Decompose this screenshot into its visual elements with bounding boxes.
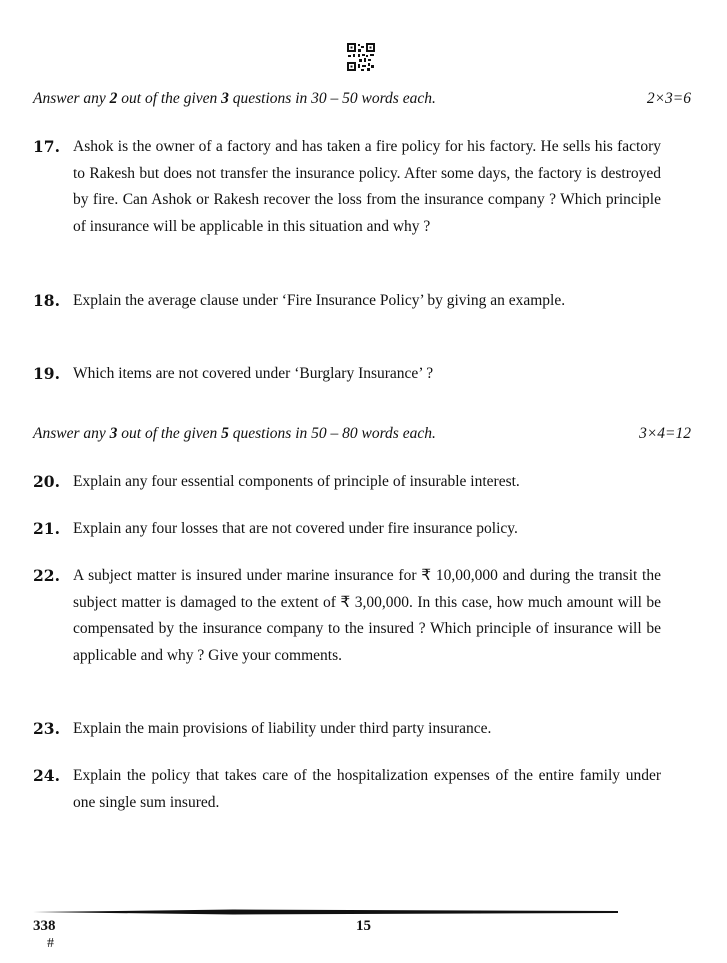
question-text: Explain the policy that takes care of the hospitalization expenses of the entire family under one single sum insured. [73, 767, 661, 811]
question-18 [33, 288, 661, 315]
question-text: Explain any four losses that are not covered under fire insurance policy. [73, 520, 518, 537]
footer-rule [33, 908, 618, 916]
question-number: 20. [33, 472, 60, 491]
section-marks-2: 3×4=12 [639, 425, 691, 442]
section-instruction-1: Answer any 2 out of the given 3 questions in 30 – 50 words each. [33, 90, 436, 107]
qr-code-icon [346, 42, 376, 72]
question-text: Which items are not covered under ‘Burglary Insurance’ ? [73, 365, 434, 382]
question-17 [33, 134, 661, 240]
question-number: 21. [33, 519, 60, 538]
question-text: Explain the average clause under ‘Fire Insurance Policy’ by giving an example. [73, 292, 566, 309]
question-number: 19. [33, 364, 60, 383]
question-text: Explain any four essential components of principle of insurable interest. [73, 473, 520, 490]
question-number: 22. [33, 566, 60, 585]
question-24 [33, 763, 661, 816]
question-20 [33, 469, 661, 496]
section-instruction-2: Answer any 3 out of the given 5 questions in 50 – 80 words each. [33, 425, 436, 442]
question-19 [33, 361, 661, 388]
question-text: Explain the main provisions of liability under third party insurance. [73, 720, 492, 737]
question-number: 17. [33, 137, 60, 156]
question-text: A subject matter is insured under marine insurance for ₹ 10,00,000 and during the transit the subject matter is damaged to the extent of ₹ 3,00,000. In this case, how much amount will be compensated by the insurance company to the insured ? Which principle of insurance will be applicable and why ? Give your comments. [73, 567, 661, 664]
section-marks-1: 2×3=6 [646, 90, 691, 107]
hash-mark: # [47, 936, 54, 951]
question-22 [33, 563, 661, 669]
question-text: Ashok is the owner of a factory and has taken a fire policy for his factory. He sells his factory to Rakesh but does not transfer the insurance policy. After some days, the factory is destroyed by fire. Can Ashok or Rakesh recover the loss from the insurance company ? Which principle of insurance will be applicable in this situation and why ? [73, 138, 661, 235]
question-23 [33, 716, 661, 743]
question-21 [33, 516, 661, 543]
paper-code: 338 [33, 918, 56, 934]
page-number: 15 [356, 918, 371, 934]
question-number: 23. [33, 719, 60, 738]
question-number: 24. [33, 766, 60, 785]
question-number: 18. [33, 291, 60, 310]
